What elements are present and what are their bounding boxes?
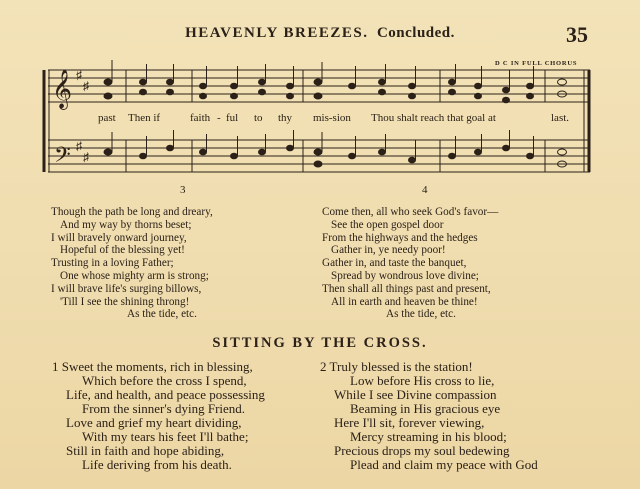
hymn-line: Here I'll sit, forever viewing, bbox=[334, 415, 485, 430]
hymn-line: Beaming in His gracious eye bbox=[350, 401, 501, 416]
hymn-verse-2 bbox=[320, 360, 538, 472]
sharp-icon: ♯ bbox=[83, 79, 89, 93]
music-score bbox=[0, 0, 640, 200]
refrain-cue: As the tide, etc. bbox=[386, 308, 456, 321]
hymn-line: Love and grief my heart dividing, bbox=[66, 415, 242, 430]
sharp-icon: ♯ bbox=[76, 68, 82, 82]
sharp-icon: ♯ bbox=[76, 139, 82, 153]
verse-number: 3 bbox=[180, 184, 186, 196]
hymn-line: 2 Truly blessed is the station! bbox=[320, 359, 473, 374]
refrain-cue: As the tide, etc. bbox=[127, 308, 197, 321]
stanza-line: I will bravely onward journey, bbox=[51, 231, 187, 244]
hymn-line: Low before His cross to lie, bbox=[350, 373, 495, 388]
hymn-title-sub: Concluded. bbox=[376, 25, 455, 41]
verse-number: 4 bbox=[422, 184, 428, 196]
treble-clef-icon: 𝄞 bbox=[52, 69, 73, 109]
hymn-line: Which before the cross I spend, bbox=[82, 373, 247, 388]
stanza-line: And my way by thorns beset; bbox=[60, 218, 192, 231]
stanza-line: Then shall all things past and present, bbox=[322, 282, 491, 295]
stanza-line: Gather in, and taste the banquet, bbox=[322, 257, 467, 270]
lyric-syllable: - bbox=[217, 112, 221, 124]
lyric-syllable: Thou shalt reach that goal at bbox=[371, 112, 496, 124]
stanza-line: Gather in, ye needy poor! bbox=[331, 244, 446, 257]
lyric-syllable: last. bbox=[551, 112, 570, 124]
stanza-line: Hopeful of the blessing yet! bbox=[60, 244, 185, 257]
stanza-line: From the highways and the hedges bbox=[322, 231, 478, 244]
lyric-syllable: past bbox=[98, 112, 116, 124]
hymn-line: Life, and health, and peace possessing bbox=[66, 387, 265, 402]
stanza-line: I will brave life's surging billows, bbox=[51, 282, 202, 295]
dc-full-chorus-mark: D C IN FULL CHORUS bbox=[495, 60, 578, 67]
stanza-line: Though the path be long and dreary, bbox=[51, 206, 213, 218]
lyric-syllable: faith bbox=[190, 112, 211, 124]
hymn-line: With my tears his feet I'll bathe; bbox=[82, 429, 249, 444]
lyric-syllable: mis-sion bbox=[313, 112, 351, 124]
stanza-4 bbox=[322, 206, 498, 321]
bass-notes bbox=[104, 130, 567, 167]
hymn-line: Life deriving from his death. bbox=[82, 457, 232, 472]
stanza-line: 'Till I see the shining throng! bbox=[60, 295, 190, 308]
sharp-icon: ♯ bbox=[83, 150, 89, 164]
hymn-line: Still in faith and hope abiding, bbox=[66, 443, 225, 458]
hymn-line: Plead and claim my peace with God bbox=[350, 457, 538, 472]
stanza-line: See the open gospel door bbox=[331, 218, 444, 231]
stanza-line: Come then, all who seek God's favor— bbox=[322, 206, 499, 218]
bass-clef-icon: 𝄢 bbox=[54, 143, 71, 173]
lyric-syllable: ful bbox=[226, 112, 239, 124]
hymn-line: Mercy streaming in his blood; bbox=[350, 429, 507, 444]
lyric-syllable: to bbox=[254, 112, 263, 124]
lyric-syllable: thy bbox=[278, 112, 293, 124]
lyric-syllable: Then if bbox=[128, 112, 161, 124]
stanza-3 bbox=[51, 206, 213, 321]
hymn-line: 1 Sweet the moments, rich in blessing, bbox=[52, 359, 253, 374]
stanza-line: Spread by wondrous love divine; bbox=[331, 269, 479, 282]
page-number: 35 bbox=[566, 22, 588, 47]
stanza-line: Trusting in a loving Father; bbox=[51, 257, 174, 270]
stanza-line: All in earth and heaven be thine! bbox=[331, 295, 478, 308]
hymn-line: While I see Divine compassion bbox=[334, 387, 497, 402]
hymn-line: From the sinner's dying Friend. bbox=[82, 401, 246, 416]
hymn-line: Precious drops my soul bedewing bbox=[334, 443, 510, 458]
hymn-title: HEAVENLY BREEZES. bbox=[185, 25, 369, 41]
section-title: SITTING BY THE CROSS. bbox=[212, 335, 428, 351]
hymn-verse-1 bbox=[52, 360, 265, 472]
stanza-line: One whose mighty arm is strong; bbox=[60, 269, 209, 282]
